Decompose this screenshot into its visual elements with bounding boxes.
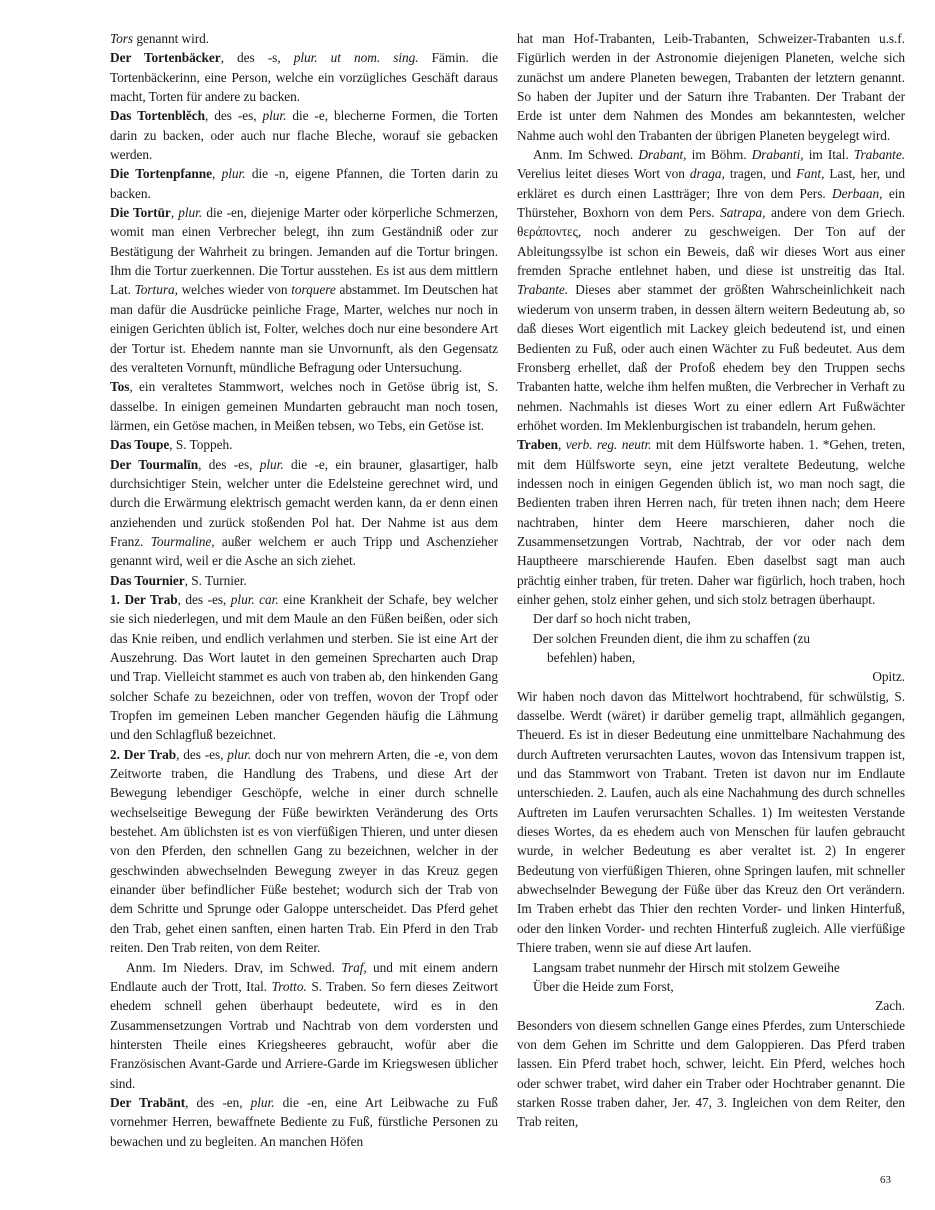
entry-tors-continued <box>110 29 498 48</box>
italic-text: torquere <box>291 282 336 298</box>
italic-text: Tors <box>110 31 134 46</box>
entry-tortenpfanne <box>110 164 498 203</box>
entry-text: tragen, und <box>724 166 797 182</box>
entry-headword: Der Trabānt <box>110 1094 186 1110</box>
entry-tourmalin <box>110 455 498 571</box>
italic-text: Trabante. <box>517 282 569 298</box>
page-number: 63 <box>880 1174 891 1186</box>
italic-text: plur. <box>262 108 287 124</box>
italic-text: plur. ut nom. sing. <box>293 50 419 66</box>
entry-text: mit dem Hülfsworte haben. 1. *Gehen, treten, mit dem Hülfsworte seyn, eine jetzt veraltete Bedeutung, welche indessen noch in einigen Gegenden üblich ist, wo man noch sagt, die Bedienten traben ihren Herren nach, für treten ihnen nach; dem Heere nachtraben, hinter dem Heere marschieren, daher noch die Zusammensetzungen Vortrab, Nachtrab, der vor oder nach dem Hauptheere marschierende Haufen. Eben daselbst sagt man auch prächtig einher traben, für treten. Daher war figürlich, hoch traben, hoch einher gehen, stolz einher gehen, und sich stolz betragen überhaupt. <box>517 437 905 607</box>
verse-line: Der solchen Freunden dient, die ihm zu schaffen (zu <box>533 630 810 646</box>
entry-headword: Das Toupe <box>110 437 170 453</box>
entry-text: Anm. Im Schwed. <box>533 147 639 163</box>
italic-text: Tortura, <box>134 282 178 298</box>
entry-text: im Ital. <box>803 147 854 163</box>
entry-text: , des -en, <box>185 1094 251 1110</box>
italic-text: plur. <box>250 1094 275 1110</box>
entry-tournier <box>110 571 498 590</box>
italic-text: Traf, <box>341 959 367 975</box>
entry-traben <box>517 435 905 609</box>
quote-attribution: Opitz. <box>872 669 905 685</box>
entry-tortenbaecker <box>110 48 498 106</box>
entry-text: Last, her, und erkläret es durch einen Lastträger; Ihre von dem Pers. <box>517 166 905 201</box>
italic-text: Satrapa, <box>720 205 766 221</box>
entry-text: eine Krankheit der Schafe, bey welcher sie sich niederlegen, und mit dem Maule an den Füßen beißen, oder sich das Knie reiben, und endlich verlahmen und sterben. Sie ist eine Art der Auszehrung. Das Wort lautet in den gemeinen Sprecharten auch Drap und Trap. Vielleicht stammet es auch von traben ab, den hinkenden Gang solcher Schafe zu bezeichnen, oder von treffen, wovon der Tropf oder Tropfen im gemeinen Leben mancher Gegenden häufig die Lähmung und den Schlagfluß bezeichnet. <box>110 591 498 743</box>
verse-quote-opitz <box>517 609 905 686</box>
entry-headword: Traben <box>517 437 558 453</box>
entry-text: , ein veraltetes Stammwort, welches noch in Getöse übrig ist, S. dasselbe. In einigen gemeinen Mundarten gebraucht man noch tosen, lärmen, ein Getöse machen, in Meißen tebsen, wo Tebs, ein Getöse ist. <box>110 379 498 433</box>
verse-line: Der darf so hoch nicht traben, <box>533 611 691 627</box>
entry-text: S. Traben. So fern dieses Zeitwort ehedem schnell gehen überhaupt bedeutete, wird es in den Zusammensetzungen Vortrab und Nachtrab von dem vordersten und hintersten Theile eines Kriegsheeres gebraucht, wofür aber die Französischen Avant-Garde und Arriere-Garde im Kriegswesen üblicher sind. <box>110 978 498 1091</box>
entry-text: , S. Turnier. <box>184 572 247 588</box>
entry-tos <box>110 377 498 435</box>
entry-headword: Der Tortenbäcker <box>110 50 221 66</box>
entry-text: Besonders von diesem schnellen Gange eines Pferdes, zum Unterschiede von dem Gehen im Schritte und dem Galoppieren. Das Pferd traben lassen. Ein Pferd trabet hoch, schwer, leicht. Ein Pferd, welches hoch oder schwer trabet, wird daher ein Traber oder Hochtraber genannt. Die starken Rosse traben daher, Jer. 47, 3. Ingleichen von dem Reiter, den Trab reiten, <box>517 1017 905 1130</box>
entry-text: , <box>212 166 222 182</box>
entry-headword: Das Tortenblĕch <box>110 108 205 124</box>
italic-text: plur. <box>259 456 284 472</box>
entry-text: , <box>170 205 179 221</box>
entry-text: Dieses aber stammet der größten Wahrscheinlichkeit nach wiederum von unserm traben, in dessen ältern weitern Bedeutung ab, so daß dieses Wort eigentlich mit Lackey gleich bedeutend ist, und einen Bedienten zu Fuß, oder auch einen Wächter zu Fuß bedeutet. Aus dem Fronsberg erhellet, daß der Profoß ehedem bey den Truppen sechs Trabanten hatte, welche ihm helfen mußten, die Verbrecher in Verhaft zu nehmen. Nachmahls ist dieses Wort zu einer edlern Art Fußwächter erhöhet worden. Im Meklenburgischen ist trabandeln, herum gehen. <box>517 282 905 433</box>
entry-trabant-continued <box>517 29 905 145</box>
entry-text: , des -es, <box>204 108 263 124</box>
entry-text: , des -es, <box>176 746 228 762</box>
entry-text: die -e, blecherne Formen, die Torten darin zu backen, oder auch nur flache Bleche, worauf sie gebacken werden. <box>110 108 498 163</box>
entry-text: genannt wird. <box>133 31 210 46</box>
entry-text: und mit einem andern Endlaute auch der Trott, Ital. <box>110 959 498 994</box>
italic-text: verb. reg. neutr. <box>565 437 652 453</box>
entry-text: , noch anderer zu geschweigen. Der Ton auf der Ableitungssylbe ist schon ein Beweis, daß wir dieses Wort aus einer fremden Sprache entlehnet haben, und diese ist unstreitig das Ital. <box>517 224 905 279</box>
entry-text: ein Thürsteher, Boxhorn von dem Pers. <box>517 185 905 221</box>
entry-text: hat man Hof-Trabanten, Leib-Trabanten, Schweizer-Trabanten u.s.f. Figürlich werden in der Astronomie diejenigen Planeten, welche sich zunächst um andere Planeten bewegen, Trabanten der letztern genannt. So haben der Jupiter und der Saturn ihre Trabanten. Der Trabant der Erde ist unter dem Nahmen des Mondes am bekanntesten, welcher Nahme auch wohl den Trabanten der übrigen Planeten beygelegt wird. <box>517 31 905 143</box>
entry-headword: Der Tourmalīn <box>110 456 199 472</box>
entry-text: , des -s, <box>220 50 294 66</box>
italic-text: Trabante. <box>853 147 905 163</box>
entry-traben-continued <box>517 687 905 958</box>
entry-text: Verelius leitet dieses Wort von <box>517 166 690 182</box>
verse-quote-zach <box>517 958 905 1016</box>
italic-text: Drabant, <box>638 147 687 163</box>
verse-line: befehlen) haben, <box>547 650 636 665</box>
italic-text: draga, <box>689 166 725 182</box>
entry-headword: Das Tournier <box>110 572 185 588</box>
verse-line: Über die Heide zum Forst, <box>533 978 674 994</box>
entry-text: doch nur von mehrern Arten, die -e, von dem Zeitworte traben, die Handlung des Trabens, und diese Art der Bewegung lebendiger Geschöpfe, welche in einer durch schnelle wechselseitige Bewegung der Füße bewirkten Veränderung des Orts bestehet. Am üblichsten ist es von vierfüßigen Thieren, und unter diesen von den Pferden, den schnellen Gang zu bezeichnen, welcher in der geschwinden abwechselnden Bewegung zweyer in das Kreuz gegen einander über befindlicher Füße bestehet; wodurch sich der Trab von dem Schritte und Sprunge oder Galoppe unterscheidet. Das Pferd gehet den Trab, gehet einen sanften, einen harten Trab. Ein Pferd in den Trab reiten. Den Trab reiten, von dem Reiter. <box>110 746 498 956</box>
entry-text: außer welchem er auch Tripp und Aschenzieher genannt wird, weil er die Asche an sich ziehet. <box>110 533 498 569</box>
entry-text: die -en, eine Art Leibwache zu Fuß vornehmer Herren, bewaffnete Bediente zu Fuß, fürstliche Personen zu bewachen und zu begleiten. An manchen Höfen <box>110 1094 498 1149</box>
entry-text: , <box>557 437 566 453</box>
annotation-trab <box>110 958 498 1093</box>
quote-attribution: Zach. <box>875 998 905 1014</box>
annotation-trabant <box>517 145 905 435</box>
entry-trab-1 <box>110 590 498 745</box>
entry-text: im Böhm. <box>686 147 752 163</box>
italic-text: Derbaan, <box>832 185 883 201</box>
italic-text: Fant, <box>796 166 825 182</box>
entry-tortur <box>110 203 498 377</box>
italic-text: plur. <box>227 746 252 762</box>
entry-text: , des -es, <box>177 591 231 607</box>
entry-text: welches wieder von <box>177 282 292 298</box>
entry-text: die -en, diejenige Marter oder körperliche Schmerzen, womit man einen Verbrecher belegt, ihn zum Geständniß oder zur Bestätigung der Wahrheit zu bringen. Jemanden auf die Tortur bringen. Ihm die Tortur zuerkennen. Die Tortur ausstehen. Es ist aus dem mittlern Lat. <box>110 205 498 298</box>
entry-headword: 1. Der Trab <box>110 591 178 607</box>
entry-text: Anm. Im Nieders. Drav, im Schwed. <box>126 959 342 975</box>
entry-text: die -n, eigene Pfannen, die Torten darin zu backen. <box>110 166 498 201</box>
entry-headword: Die Tortūr <box>110 205 171 221</box>
entry-text: andere von dem Griech. <box>765 205 905 221</box>
italic-text: plur. <box>221 166 246 182</box>
left-column <box>110 29 498 1151</box>
entry-text: abstammet. Im Deutschen hat man dafür die Ausdrücke peinliche Frage, Marter, welches nur noch in einigen Gerichten üblich ist, Folter, welches doch nur eine besondere Art der Tortur ist. Ehedem nannte man sie Unvornunft, als den Gegensatz des veralteten Vornunft, mündliche Befragung oder Untersuchung. <box>110 282 498 375</box>
entry-text: Wir haben noch davon das Mittelwort hochtrabend, für schwülstig, S. dasselbe. Werdt (wäret) ir darüber gemelig trapt, allmählich gegangen, Theuerd. Es ist in dieser Bedeutung eine unmittelbare Nachahmung des durch Auftreten verursachten Lautes, wovon das Intensivum trappen ist, und das Stammwort von Trabant. Treten ist davon nur im Endlaute unterschieden. 2. Laufen, auch als eine Nachahmung des durch schnelles Auftreten im Laufen verursachten Schalles. 1) Im weitesten Verstande dieses Wortes, da es ehedem auch von Menschen für laufen gebraucht wurde, in welcher Bedeutung es aber veraltet ist. 2) In engerer Bedeutung von vierfüßigen Thieren, ohne Springen laufen, mit schneller abwechselnder Bewegung der Füße über das Kreuz den Ort verändern. Im Traben erhebt das Thier den rechten Vorder- und linken Hinterfuß, oder den linken Vorder- und rechten Hinterfuß zugleich. Alle vierfüßige Thiere traben, wenn sie auf diese Art laufen. <box>517 688 905 956</box>
entry-toupe <box>110 435 498 454</box>
entry-text: Fämin. die Tortenbäckerinn, eine Person, welche ein vorzügliches Geschäft daraus macht, Torten für andere zu backen. <box>110 50 499 105</box>
entry-trabant <box>110 1093 498 1151</box>
greek-text: θεράποντες <box>517 224 578 240</box>
entry-headword: 2. Der Trab <box>110 746 177 762</box>
entry-trab-2 <box>110 745 498 958</box>
entry-headword: Die Tortenpfanne <box>110 166 212 182</box>
italic-text: plur. <box>178 205 203 221</box>
entry-text: die -e, ein brauner, glasartiger, halb durchsichtiger Stein, welcher unter die Edelsteine gerechnet wird, und durch die Erwärmung elektrisch gemacht werden kann, da er denn einen anziehenden und zurück stoßenden Pol hat. Der Nahme ist aus dem Franz. <box>110 456 499 549</box>
entry-headword: Tos <box>110 379 130 395</box>
italic-text: Drabanti, <box>751 147 804 163</box>
right-column <box>517 29 905 1132</box>
entry-traben-pferd <box>517 1016 905 1132</box>
italic-text: Trotto. <box>271 978 307 994</box>
entry-text: , des -es, <box>198 456 260 472</box>
italic-text: plur. car. <box>230 591 279 607</box>
entry-text: , S. Toppeh. <box>169 437 233 453</box>
italic-text: Tourmaline, <box>150 533 215 549</box>
entry-tortenblech <box>110 106 498 164</box>
verse-line: Langsam trabet nunmehr der Hirsch mit stolzem Geweihe <box>533 959 840 975</box>
